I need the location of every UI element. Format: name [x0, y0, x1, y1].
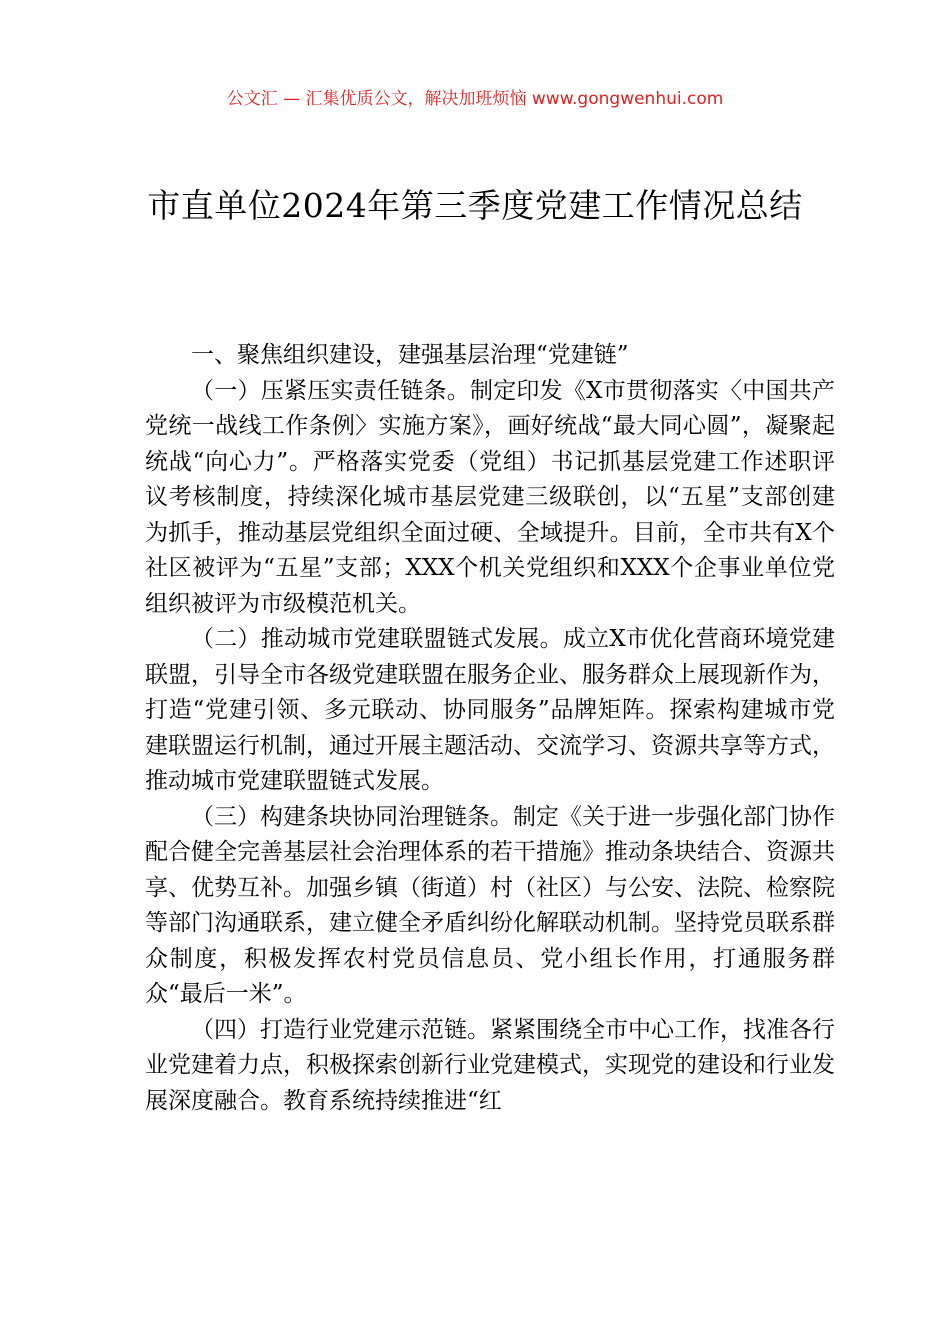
- document-body: [145, 338, 835, 1119]
- paragraph-3: （三）构建条块协同治理链条。制定《关于进一步强化部门协作配合健全完善基层社会治理体系的若干措施》推动条块结合、资源共享、优势互补。加强乡镇（街道）村（社区）与公安、法院、检察院等部门沟通联系，建立健全矛盾纠纷化解联动机制。坚持党员联系群众制度，积极发挥农村党员信息员、党小组长作用，打通服务群众“最后一米”。: [145, 803, 835, 1007]
- page-title: 市直单位2024年第三季度党建工作情况总结: [147, 186, 803, 225]
- paragraph-4: （四）打造行业党建示范链。紧紧围绕全市中心工作，找准各行业党建着力点，积极探索创新行业党建模式，实现党的建设和行业发展深度融合。教育系统持续推进“红: [145, 1016, 835, 1114]
- paragraph-1: （一）压紧压实责任链条。制定印发《X市贯彻落实〈中国共产党统一战线工作条例〉实施方案》，画好统战“最大同心圆”，凝聚起统战“向心力”。严格落实党委（党组）书记抓基层党建工作述职评议考核制度，持续深化城市基层党建三级联创，以“五星”支部创建为抓手，推动基层党组织全面过硬、全域提升。目前，全市共有X个社区被评为“五星”支部；XXX个机关党组织和XXX个企事业单位党组织被评为市级模范机关。: [145, 377, 835, 617]
- source-watermark: 公文汇 — 汇集优质公文，解决加班烦恼 www.gongwenhui.com: [226, 89, 724, 109]
- paragraph-2: （二）推动城市党建联盟链式发展。成立X市优化营商环境党建联盟，引导全市各级党建联盟在服务企业、服务群众上展现新作为，打造“党建引领、多元联动、协同服务”品牌矩阵。探索构建城市党建联盟运行机制，通过开展主题活动、交流学习、资源共享等方式，推动城市党建联盟链式发展。: [145, 626, 835, 794]
- section-heading-1: 一、聚焦组织建设，建强基层治理“党建链”: [191, 342, 629, 368]
